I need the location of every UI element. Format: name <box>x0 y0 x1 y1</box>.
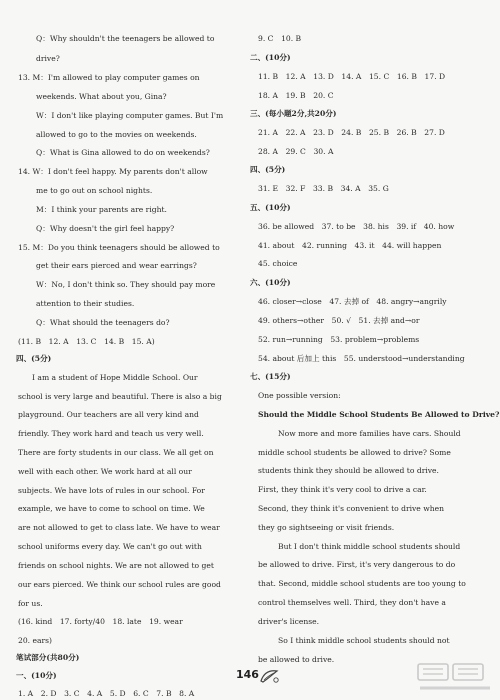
text-line: students think they should be allowed to drive. <box>258 466 439 475</box>
text-line: One possible version: <box>258 391 341 400</box>
text-line: control themselves well. Third, they don't have a <box>258 598 446 607</box>
text-line: 13. M：I'm allowed to play computer games on <box>18 73 200 82</box>
answer-key-line: 36. be allowed 37. to be 38. his 39. if 40. how <box>258 222 455 231</box>
section-heading: 六、(10分) <box>250 278 291 287</box>
section-heading: 笔试部分(共80分) <box>16 653 80 662</box>
watermark-stamp-icon <box>415 662 495 694</box>
text-line: I am a student of Hope Middle School. Our <box>32 373 198 382</box>
text-line: Q：Why shouldn't the teenagers be allowed to <box>36 34 215 43</box>
text-line: W：No, I don't think so. They should pay more <box>36 280 216 289</box>
text-line: for us. <box>18 599 43 608</box>
text-line: that. Second, middle school students are too young to <box>258 579 466 588</box>
text-line: driver's license. <box>258 617 320 626</box>
answer-key-line: 11. B 12. A 13. D 14. A 15. C 16. B 17. D <box>258 72 446 81</box>
section-heading: 四、(5分) <box>16 354 52 363</box>
section-heading: 三、(每小题2分,共20分) <box>250 109 337 118</box>
answer-key-line: 20. ears) <box>18 636 53 645</box>
text-line: First, they think it's very cool to drive a car. <box>258 485 427 494</box>
text-line: friendly. They work hard and teach us very well. <box>18 429 204 438</box>
answer-key-line: 28. A 29. C 30. A <box>258 147 334 156</box>
text-line: are not allowed to get to class late. We have to wear <box>18 523 220 532</box>
answer-key-line: 52. run→running 53. problem→problems <box>258 335 420 344</box>
text-line: So I think middle school students should not <box>278 636 450 645</box>
text-line: W：I don't like playing computer games. But I'm <box>36 111 224 120</box>
text-line: they go sightseeing or visit friends. <box>258 523 395 532</box>
text-line: example, we have to come to school on time. We <box>18 504 205 513</box>
page-number: 146 <box>236 668 259 681</box>
text-line: M：I think your parents are right. <box>36 205 167 214</box>
text-line: But I don't think middle school students should <box>278 542 461 551</box>
text-line: Q：What is Gina allowed to do on weekends? <box>36 148 210 157</box>
text-line: 15. M：Do you think teenagers should be allowed to <box>18 243 220 252</box>
text-line: school is very large and beautiful. There is also a big <box>18 392 222 401</box>
section-heading: 五、(10分) <box>250 203 291 212</box>
text-line: allowed to go to the movies on weekends. <box>36 130 197 139</box>
answer-key-line: 1. A 2. D 3. C 4. A 5. D 6. C 7. B 8. A <box>18 689 195 698</box>
answer-key-line: 54. about 后加上 this 55. understood→understanding <box>258 354 465 363</box>
section-heading: 一、(10分) <box>16 671 57 680</box>
text-line: There are forty students in our class. We all get on <box>18 448 214 457</box>
text-line: get their ears pierced and wear earrings? <box>36 261 197 270</box>
text-line: playground. Our teachers are all very kind and <box>18 410 199 419</box>
answer-key-line: (16. kind 17. forty/40 18. late 19. wear <box>18 617 183 626</box>
text-line: Now more and more families have cars. Should <box>278 429 461 438</box>
text-line: drive? <box>36 54 60 63</box>
leaf-logo-icon <box>258 668 280 684</box>
text-line: school uniforms every day. We can't go out with <box>18 542 202 551</box>
answer-key-line: 21. A 22. A 23. D 24. B 25. B 26. B 27. D <box>258 128 445 137</box>
text-line: well with each other. We work hard at all our <box>18 467 192 476</box>
answer-key-line: 46. closer→close 47. 去掉 of 48. angry→angrily <box>258 297 447 306</box>
text-line: Q：Why doesn't the girl feel happy? <box>36 224 175 233</box>
text-line: Second, they think it's convenient to drive when <box>258 504 444 513</box>
section-heading: 七、(15分) <box>250 372 291 381</box>
text-line: 14. W：I don't feel happy. My parents don't allow <box>18 167 208 176</box>
section-heading: 四、(5分) <box>250 165 286 174</box>
answer-key-line: 31. E 32. F 33. B 34. A 35. G <box>258 184 389 193</box>
answer-key-line: 45. choice <box>258 259 298 268</box>
answer-key-line: (11. B 12. A 13. C 14. B 15. A) <box>18 337 155 346</box>
text-line: me to go out on school nights. <box>36 186 153 195</box>
text-line: attention to their studies. <box>36 299 135 308</box>
text-line: friends on school nights. We are not allowed to get <box>18 561 214 570</box>
section-heading: 二、(10分) <box>250 53 291 62</box>
text-line: be allowed to drive. First, it's very dangerous to do <box>258 560 456 569</box>
essay-title: Should the Middle School Students Be Allowed to Drive? <box>258 410 500 419</box>
text-line: Q：What should the teenagers do? <box>36 318 170 327</box>
text-line: weekends. What about you, Gina? <box>36 92 167 101</box>
answer-key-line: 9. C 10. B <box>258 34 302 43</box>
answer-key-line: 18. A 19. B 20. C <box>258 91 334 100</box>
text-line: our ears pierced. We think our school rules are good <box>18 580 221 589</box>
text-line: subjects. We have lots of rules in our school. For <box>18 486 205 495</box>
answer-key-line: 49. others→other 50. √ 51. 去掉 and→or <box>258 316 420 325</box>
answer-key-line: 41. about 42. running 43. it 44. will happen <box>258 241 442 250</box>
text-line: be allowed to drive. <box>258 655 335 664</box>
text-line: middle school students be allowed to drive? Some <box>258 448 451 457</box>
